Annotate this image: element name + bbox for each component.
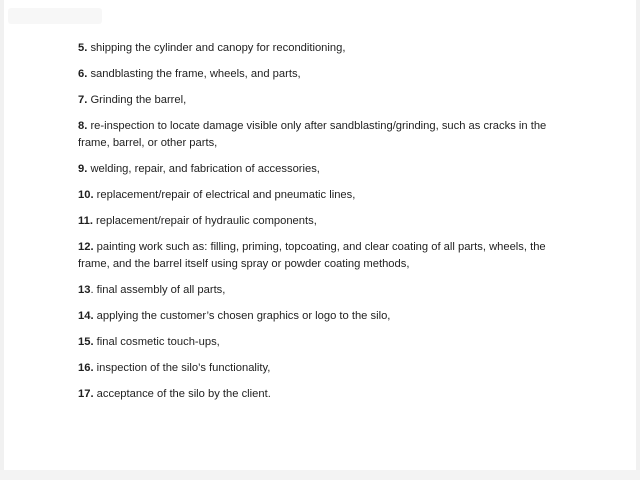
item-number: 6. bbox=[78, 68, 88, 80]
faint-header-tab bbox=[8, 8, 102, 24]
list-item bbox=[78, 40, 574, 57]
item-text: replacement/repair of hydraulic components, bbox=[92, 215, 317, 227]
list-item bbox=[78, 239, 574, 273]
item-number: 9. bbox=[78, 163, 88, 175]
item-text: final cosmetic touch-ups, bbox=[93, 336, 220, 348]
item-text: painting work such as: filling, priming, topcoating, and clear coating of all parts, wheels, the frame, and the barrel itself using spray or powder coating methods, bbox=[78, 241, 546, 270]
item-text: shipping the cylinder and canopy for reconditioning, bbox=[87, 42, 346, 54]
item-number: 12. bbox=[78, 241, 94, 253]
list-item bbox=[78, 308, 574, 325]
list-item bbox=[78, 161, 574, 178]
item-number: 7. bbox=[78, 94, 88, 106]
item-text: inspection of the silo’s functionality, bbox=[93, 362, 271, 374]
left-border bbox=[0, 0, 4, 470]
item-number: 5. bbox=[78, 42, 88, 54]
item-number: 14. bbox=[78, 310, 94, 322]
list-item bbox=[78, 187, 574, 204]
list-item bbox=[78, 282, 574, 299]
item-number: 10. bbox=[78, 189, 94, 201]
list-item bbox=[78, 360, 574, 377]
right-border bbox=[636, 0, 640, 470]
bottom-border bbox=[0, 470, 640, 480]
list-item bbox=[78, 118, 574, 152]
list-item bbox=[78, 213, 574, 230]
item-number: 17. bbox=[78, 388, 94, 400]
list-item bbox=[78, 66, 574, 83]
item-text: Grinding the barrel, bbox=[87, 94, 187, 106]
item-text: welding, repair, and fabrication of accessories, bbox=[87, 163, 320, 175]
list-item bbox=[78, 334, 574, 351]
item-number: 8. bbox=[78, 120, 88, 132]
item-number: 16. bbox=[78, 362, 94, 374]
item-text: applying the customer’s chosen graphics or logo to the silo, bbox=[93, 310, 391, 322]
item-text: . final assembly of all parts, bbox=[90, 284, 226, 296]
list-item bbox=[78, 386, 574, 403]
item-number: 11. bbox=[78, 215, 93, 227]
numbered-list bbox=[78, 40, 574, 412]
item-text: re-inspection to locate damage visible only after sandblasting/grinding, such as cracks in the frame, barrel, or other parts, bbox=[78, 120, 547, 149]
list-item bbox=[78, 92, 574, 109]
item-text: replacement/repair of electrical and pneumatic lines, bbox=[93, 189, 356, 201]
item-number: 13 bbox=[78, 284, 91, 296]
item-text: acceptance of the silo by the client. bbox=[93, 388, 271, 400]
item-text: sandblasting the frame, wheels, and parts, bbox=[87, 68, 301, 80]
item-number: 15. bbox=[78, 336, 94, 348]
